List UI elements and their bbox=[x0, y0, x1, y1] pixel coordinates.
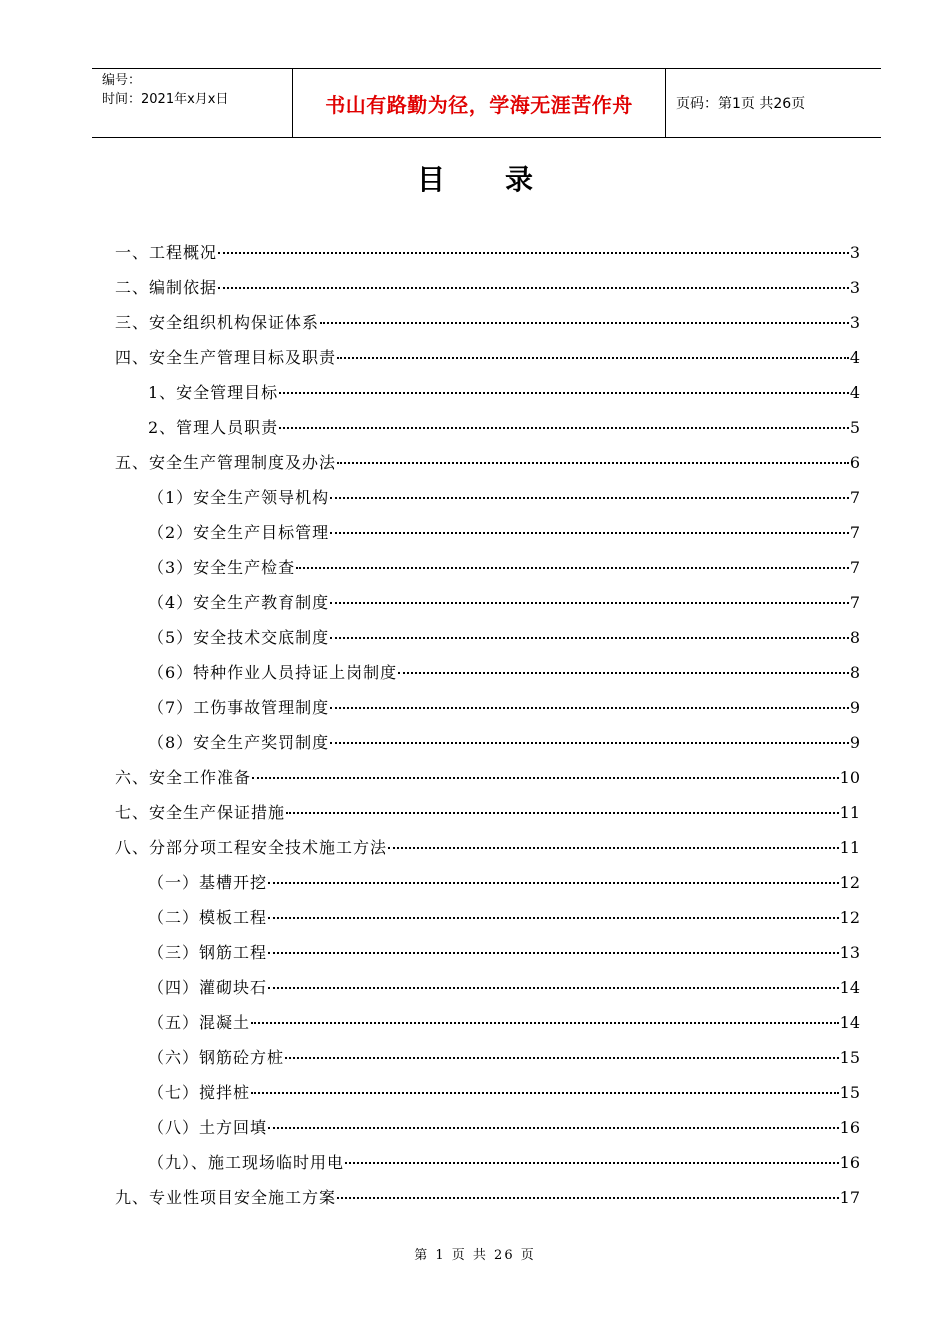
toc-entry[interactable] bbox=[115, 375, 860, 410]
toc-entry[interactable] bbox=[115, 340, 860, 375]
header-info bbox=[92, 69, 292, 137]
toc-entry-page-number: 3 bbox=[849, 243, 860, 262]
toc-entry-text: 六、安全工作准备 bbox=[115, 768, 252, 787]
toc-entry-page-number: 4 bbox=[849, 383, 860, 402]
page-footer: 第 1 页 共 26 页 bbox=[414, 1248, 536, 1263]
toc-entry-page-number: 7 bbox=[849, 593, 860, 612]
toc-entry[interactable] bbox=[115, 515, 860, 550]
toc-entry-text: （6）特种作业人员持证上岗制度 bbox=[148, 663, 398, 682]
toc-entry[interactable] bbox=[115, 550, 860, 585]
toc-entry-text: 三、安全组织机构保证体系 bbox=[115, 313, 320, 332]
toc-entry-page-number: 15 bbox=[839, 1048, 860, 1067]
toc-entry-page-number: 16 bbox=[839, 1153, 860, 1172]
toc-entry-page-number: 4 bbox=[849, 348, 860, 367]
toc-entry[interactable] bbox=[115, 1040, 860, 1075]
toc-leader-dots bbox=[337, 1196, 839, 1199]
toc-leader-dots bbox=[398, 671, 849, 674]
toc-entry[interactable] bbox=[115, 970, 860, 1005]
toc-entry[interactable] bbox=[115, 1180, 860, 1215]
toc-entry[interactable] bbox=[115, 305, 860, 340]
toc-leader-dots bbox=[330, 636, 849, 639]
toc-entry-text: （5）安全技术交底制度 bbox=[148, 628, 330, 647]
toc-entry-page-number: 12 bbox=[839, 908, 860, 927]
toc-entry-text: 八、分部分项工程安全技术施工方法 bbox=[115, 838, 388, 857]
toc-entry[interactable] bbox=[115, 1110, 860, 1145]
toc-entry-text: （六）钢筋砼方桩 bbox=[148, 1048, 285, 1067]
toc-entry-page-number: 15 bbox=[839, 1083, 860, 1102]
toc-leader-dots bbox=[345, 1161, 839, 1164]
toc-entry[interactable] bbox=[115, 445, 860, 480]
toc-entry-text: 五、安全生产管理制度及办法 bbox=[115, 453, 337, 472]
toc-entry-page-number: 14 bbox=[839, 978, 860, 997]
toc-entry-page-number: 8 bbox=[849, 663, 860, 682]
toc-leader-dots bbox=[218, 286, 849, 289]
toc-entry-page-number: 3 bbox=[849, 313, 860, 332]
table-of-contents bbox=[115, 235, 860, 1215]
page-header bbox=[92, 68, 881, 138]
toc-entry-text: 2、管理人员职责 bbox=[148, 418, 279, 437]
toc-entry-text: 一、工程概况 bbox=[115, 243, 218, 262]
toc-leader-dots bbox=[337, 461, 849, 464]
toc-leader-dots bbox=[268, 881, 839, 884]
toc-leader-dots bbox=[218, 251, 849, 254]
toc-leader-dots bbox=[296, 566, 849, 569]
toc-entry-text: 七、安全生产保证措施 bbox=[115, 803, 286, 822]
toc-entry-text: （2）安全生产目标管理 bbox=[148, 523, 330, 542]
toc-leader-dots bbox=[320, 321, 849, 324]
toc-entry-page-number: 10 bbox=[839, 768, 860, 787]
toc-entry-page-number: 13 bbox=[839, 943, 860, 962]
toc-leader-dots bbox=[330, 741, 849, 744]
toc-leader-dots bbox=[330, 531, 849, 534]
toc-entry[interactable] bbox=[115, 620, 860, 655]
toc-entry-page-number: 11 bbox=[839, 803, 860, 822]
toc-entry-text: （三）钢筋工程 bbox=[148, 943, 268, 962]
toc-entry[interactable] bbox=[115, 760, 860, 795]
toc-entry-text: （7）工伤事故管理制度 bbox=[148, 698, 330, 717]
toc-leader-dots bbox=[251, 1021, 839, 1024]
toc-entry[interactable] bbox=[115, 235, 860, 270]
toc-entry-page-number: 11 bbox=[839, 838, 860, 857]
toc-entry-text: （八）土方回填 bbox=[148, 1118, 268, 1137]
toc-leader-dots bbox=[268, 951, 839, 954]
toc-entry-text: 九、专业性项目安全施工方案 bbox=[115, 1188, 337, 1207]
toc-leader-dots bbox=[268, 1126, 839, 1129]
toc-entry[interactable] bbox=[115, 655, 860, 690]
toc-entry[interactable] bbox=[115, 725, 860, 760]
header-page-number: 页码：第1页 共26页 bbox=[676, 96, 806, 112]
toc-entry[interactable] bbox=[115, 865, 860, 900]
toc-leader-dots bbox=[330, 706, 849, 709]
toc-entry[interactable] bbox=[115, 585, 860, 620]
toc-entry-text: （五）混凝土 bbox=[148, 1013, 251, 1032]
toc-leader-dots bbox=[279, 426, 849, 429]
toc-entry[interactable] bbox=[115, 480, 860, 515]
toc-entry-text: （二）模板工程 bbox=[148, 908, 268, 927]
toc-entry[interactable] bbox=[115, 935, 860, 970]
toc-entry-page-number: 5 bbox=[849, 418, 860, 437]
toc-entry-text: （1）安全生产领导机构 bbox=[148, 488, 330, 507]
toc-entry[interactable] bbox=[115, 900, 860, 935]
header-motto: 书山有路勤为径，学海无涯苦作舟 bbox=[292, 69, 666, 137]
toc-entry[interactable] bbox=[115, 1075, 860, 1110]
toc-entry[interactable] bbox=[115, 270, 860, 305]
toc-entry[interactable] bbox=[115, 1145, 860, 1180]
toc-leader-dots bbox=[285, 1056, 839, 1059]
toc-entry[interactable] bbox=[115, 795, 860, 830]
toc-entry-text: （七）搅拌桩 bbox=[148, 1083, 251, 1102]
toc-entry-text: （3）安全生产检查 bbox=[148, 558, 296, 577]
toc-entry-page-number: 14 bbox=[839, 1013, 860, 1032]
toc-leader-dots bbox=[252, 776, 839, 779]
toc-entry[interactable] bbox=[115, 830, 860, 865]
toc-leader-dots bbox=[286, 811, 839, 814]
toc-entry-page-number: 16 bbox=[839, 1118, 860, 1137]
toc-entry-page-number: 8 bbox=[849, 628, 860, 647]
toc-entry-text: 二、编制依据 bbox=[115, 278, 218, 297]
toc-leader-dots bbox=[279, 391, 849, 394]
toc-leader-dots bbox=[337, 356, 849, 359]
page-title: 目录 bbox=[416, 163, 593, 196]
toc-entry-page-number: 7 bbox=[849, 488, 860, 507]
toc-leader-dots bbox=[268, 986, 839, 989]
toc-entry-text: （4）安全生产教育制度 bbox=[148, 593, 330, 612]
toc-leader-dots bbox=[268, 916, 839, 919]
toc-entry-page-number: 6 bbox=[849, 453, 860, 472]
document-number-label: 编号： bbox=[102, 73, 142, 88]
toc-leader-dots bbox=[330, 496, 849, 499]
toc-leader-dots bbox=[388, 846, 839, 849]
toc-entry-page-number: 7 bbox=[849, 523, 860, 542]
toc-entry-text: （四）灌砌块石 bbox=[148, 978, 268, 997]
toc-entry[interactable] bbox=[115, 410, 860, 445]
toc-entry-text: （8）安全生产奖罚制度 bbox=[148, 733, 330, 752]
document-time-label: 时间：2021年x月x日 bbox=[102, 92, 229, 107]
toc-entry-page-number: 17 bbox=[839, 1188, 860, 1207]
toc-entry-page-number: 9 bbox=[849, 733, 860, 752]
toc-leader-dots bbox=[251, 1091, 839, 1094]
toc-entry[interactable] bbox=[115, 1005, 860, 1040]
toc-leader-dots bbox=[330, 601, 849, 604]
toc-entry[interactable] bbox=[115, 690, 860, 725]
toc-entry-page-number: 9 bbox=[849, 698, 860, 717]
toc-entry-page-number: 7 bbox=[849, 558, 860, 577]
toc-entry-text: （一）基槽开挖 bbox=[148, 873, 268, 892]
toc-entry-text: 1、安全管理目标 bbox=[148, 383, 279, 402]
toc-entry-page-number: 12 bbox=[839, 873, 860, 892]
toc-entry-text: 四、安全生产管理目标及职责 bbox=[115, 348, 337, 367]
toc-entry-page-number: 3 bbox=[849, 278, 860, 297]
toc-entry-text: （九）、施工现场临时用电 bbox=[148, 1153, 345, 1172]
